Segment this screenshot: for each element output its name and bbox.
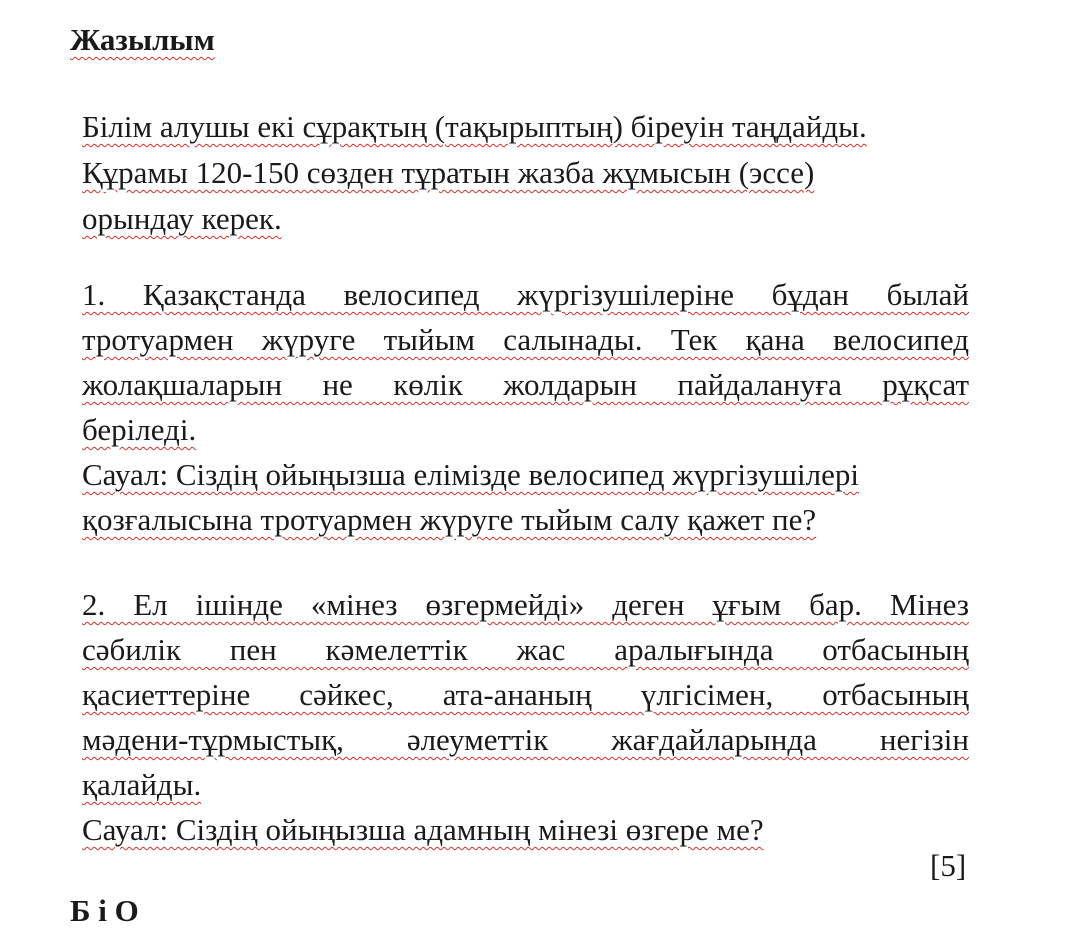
task-1-line: тротуармен жүруге тыйым салынады. Тек қана велосипед xyxy=(82,322,969,357)
instructions-line: Білім алушы екі сұрақтың (тақырыптың) біреуін таңдайды. xyxy=(82,109,867,144)
instructions-line: орындау керек. xyxy=(82,201,282,236)
instructions-paragraph xyxy=(82,104,982,242)
task-2-line: мәдени-тұрмыстық, әлеуметтік жағдайларында негізін xyxy=(82,722,969,757)
task-2 xyxy=(82,582,969,852)
task-1-line: беріледі. xyxy=(82,412,197,447)
task-2-line: 2. Ел ішінде «мінез өзгермейді» деген ұғым бар. Мінез xyxy=(82,587,969,622)
task-1-line: 1. Қазақстанда велосипед жүргізушілеріне бұдан былай xyxy=(82,277,969,312)
next-section-heading-cut-off: Б і О xyxy=(70,893,139,928)
task-1 xyxy=(82,272,969,542)
task-2-line: сәбилік пен кәмелеттік жас аралығында отбасының xyxy=(82,632,969,667)
heading-text: Жазылым xyxy=(70,22,215,57)
instructions-line: Құрамы 120-150 сөзден тұратын жазба жұмысын (эссе) xyxy=(82,155,815,190)
section-heading xyxy=(70,22,215,58)
task-2-line: қасиеттеріне сәйкес, ата-ананың үлгісімен, отбасының xyxy=(82,677,969,712)
task-2-question: Сауал: Сіздің ойыңызша адамның мінезі өзгере ме? xyxy=(82,812,764,847)
task-1-question: Сауал: Сіздің ойыңызша елімізде велосипед жүргізушілері xyxy=(82,457,859,492)
task-1-line: жолақшаларын не көлік жолдарын пайдалануға рұқсат xyxy=(82,367,969,402)
task-1-question: қозғалысына тротуармен жүруге тыйым салу қажет пе? xyxy=(82,502,817,537)
score-label: [5] xyxy=(930,848,967,883)
task-2-line: қалайды. xyxy=(82,767,202,802)
